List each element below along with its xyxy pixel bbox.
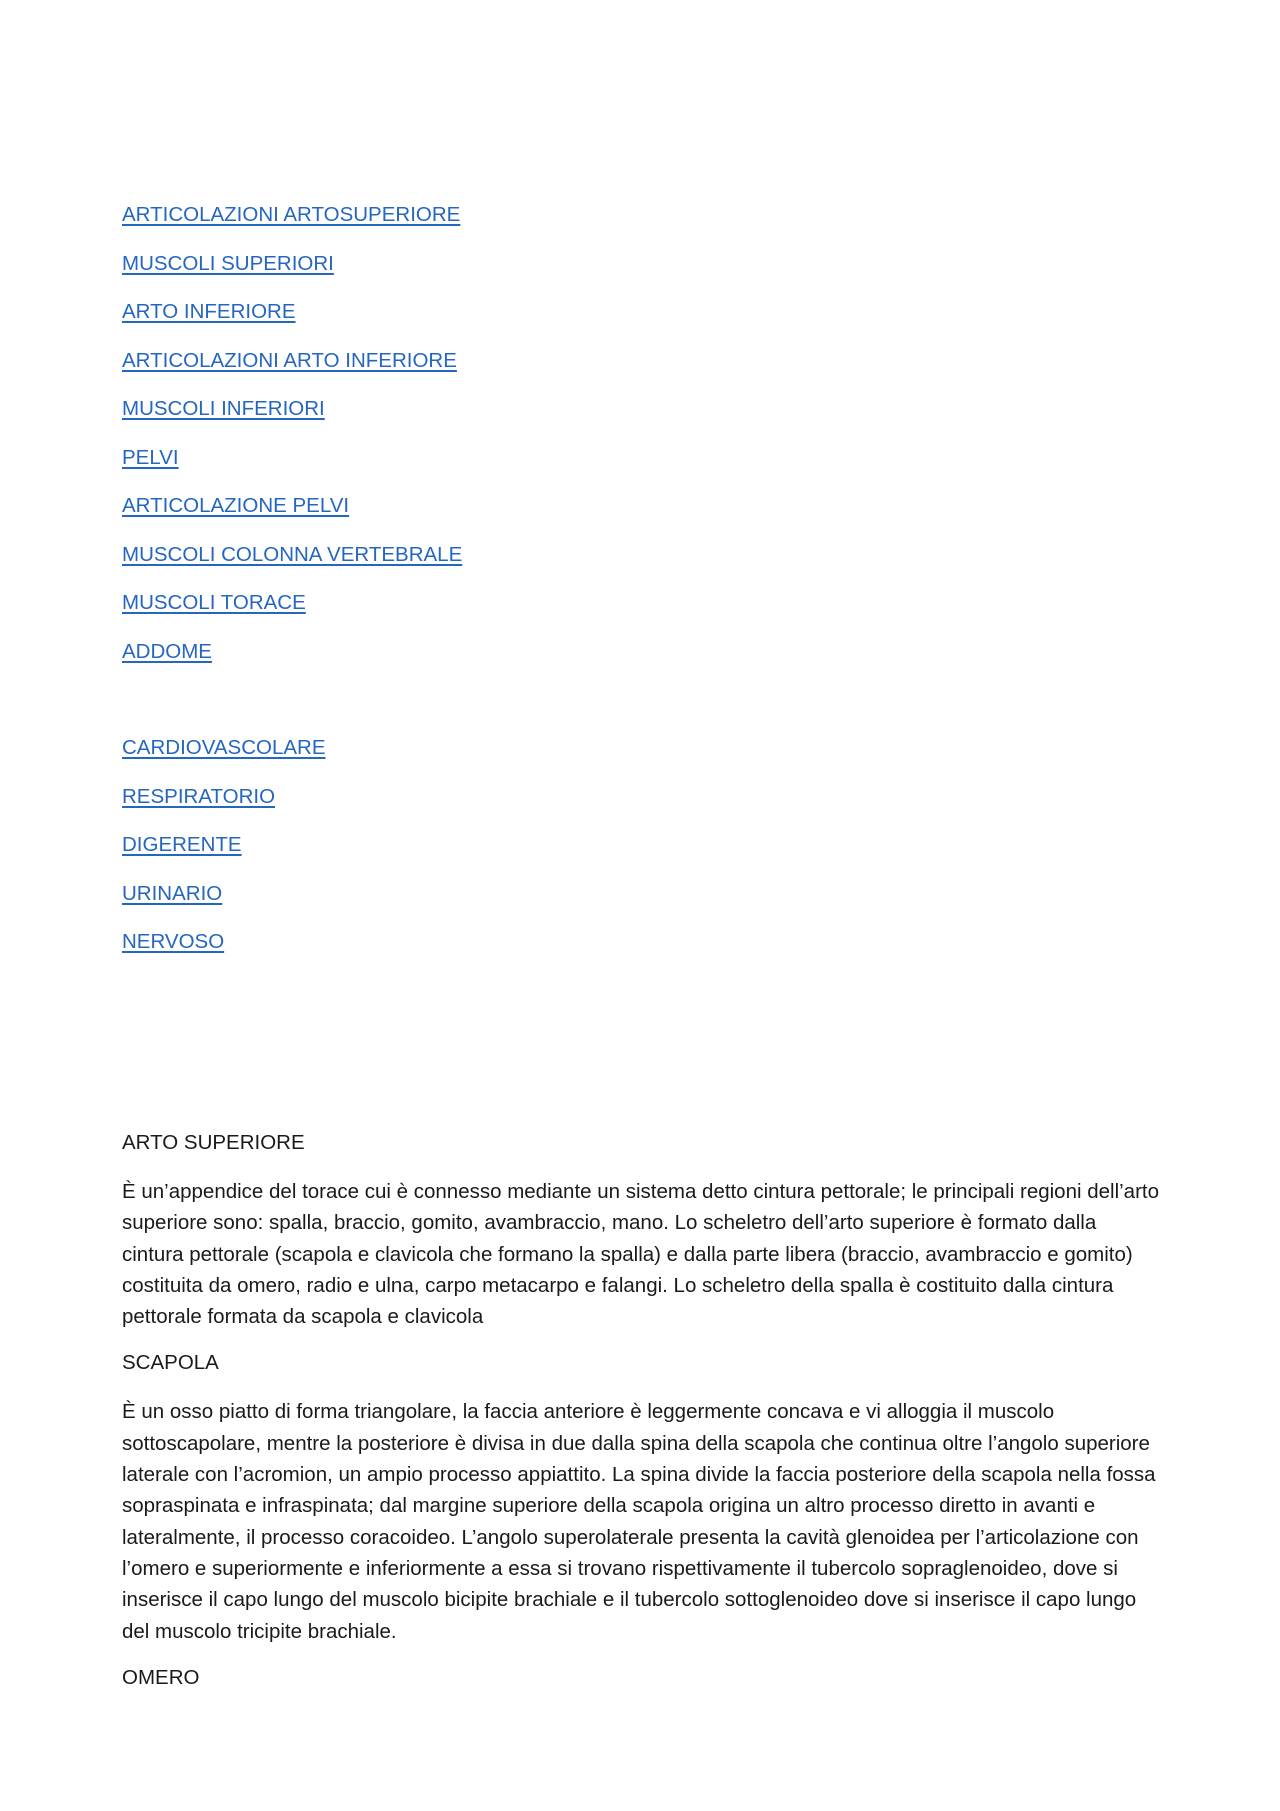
section-text-scapola: È un osso piatto di forma triangolare, la faccia anteriore è leggermente concava e vi alloggia il muscolo sottoscapolare, mentre la posteriore è divisa in due dalla spina della scapola che continua oltre l’angolo superiore laterale con l’acromion, un ampio processo appiattito. La spina divide la faccia posteriore della scapola nella fossa sopraspinata e infraspinata; dal margine superiore della scapola origina un altro processo diretto in avanti e lateralmente, il processo coracoideo. L’angolo superolaterale presenta la cavità glenoidea per l’articolazione con l’omero e superiormente e inferiormente a essa si trovano rispettivamente il tubercolo sopraglenoideo, dove si inserisce il capo lungo del muscolo bicipite brachiale e il tubercolo sottoglenoideo dove si inserisce il capo lungo del muscolo tricipite brachiale. [122, 1400, 1156, 1643]
section-text-arto-superiore: È un’appendice del torace cui è connesso mediante un sistema detto cintura pettorale; le principali regioni dell’arto superiore sono: spalla, braccio, gomito, avambraccio, mano. Lo scheletro dell’arto superiore è formato dalla cintura pettorale (scapola e clavicola che formano la spalla) e dalla parte libera (braccio, avambraccio e gomito) costituita da omero, radio e ulna, carpo metacarpo e falangi. Lo scheletro della spalla è costituito dalla cintura pettorale formata da scapola e clavicola [122, 1180, 1160, 1329]
link-articolazioni-arto-inferiore[interactable]: ARTICOLAZIONI ARTO INFERIORE [122, 348, 457, 372]
link-arto-inferiore[interactable]: ARTO INFERIORE [122, 300, 296, 323]
document-body [122, 1130, 1162, 1711]
link-articolazioni-arto-superiore[interactable]: ARTICOLAZIONI ARTOSUPERIORE [122, 203, 461, 226]
section-heading-arto-superiore: ARTO SUPERIORE [122, 1131, 305, 1154]
link-articolazione-pelvi[interactable]: ARTICOLAZIONE PELVI [122, 494, 350, 517]
link-cardiovascolare[interactable]: CARDIOVASCOLARE [122, 736, 326, 759]
link-urinario[interactable]: URINARIO [122, 881, 223, 905]
link-digerente[interactable]: DIGERENTE [122, 833, 242, 856]
section-heading-omero: OMERO [122, 1665, 200, 1689]
link-muscoli-colonna-vertebrale[interactable]: MUSCOLI COLONNA VERTEBRALE [122, 542, 463, 566]
link-muscoli-torace[interactable]: MUSCOLI TORACE [122, 591, 306, 614]
link-addome[interactable]: ADDOME [122, 639, 212, 663]
section-heading-scapola: SCAPOLA [122, 1351, 219, 1375]
link-muscoli-inferiori[interactable]: MUSCOLI INFERIORI [122, 397, 325, 420]
link-nervoso[interactable]: NERVOSO [122, 930, 225, 953]
link-pelvi[interactable]: PELVI [122, 445, 179, 469]
link-muscoli-superiori[interactable]: MUSCOLI SUPERIORI [122, 251, 334, 275]
link-respiratorio[interactable]: RESPIRATORIO [122, 784, 276, 808]
link-group-spacer [122, 687, 822, 735]
index-links [122, 202, 822, 978]
